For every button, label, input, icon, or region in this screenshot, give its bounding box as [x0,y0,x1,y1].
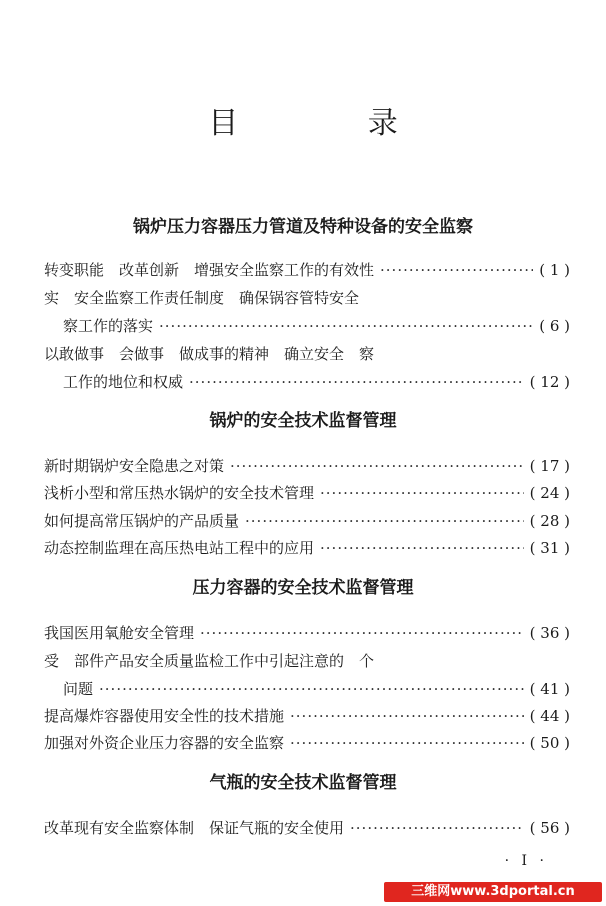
entry-title: 改革现有安全监察体制 保证气瓶的安全使用 [44,819,345,837]
page-number: ( 44 ) [529,707,570,725]
entry-title: 受 部件产品安全质量监检工作中引起注意的 个 [44,652,375,670]
page-number: ( 36 ) [529,624,570,642]
toc-entry[interactable] [44,259,570,287]
dot-leader [290,705,524,727]
page-number: ( 17 ) [529,457,570,475]
toc-entry[interactable] [44,455,570,483]
page-title: 目 录 [208,106,458,141]
entry-title: 如何提高常压锅炉的产品质量 [44,512,240,530]
entry-title-continued: 问题 [63,680,94,698]
page-number: ( 31 ) [529,539,570,557]
toc-entry[interactable] [44,287,570,343]
entry-title-continued: 察工作的落实 [63,317,154,335]
entry-title: 实 安全监察工作责任制度 确保锅容管特安全 [44,289,360,307]
dot-leader [230,455,524,477]
page-number: ( 41 ) [529,680,570,698]
entry-title: 加强对外资企业压力容器的安全监察 [44,734,285,752]
entry-title: 我国医用氧舱安全管理 [44,624,195,642]
section-heading: 气瓶的安全技术监督管理 [209,773,397,793]
toc-entry[interactable] [44,343,570,399]
toc-entry[interactable] [44,817,570,845]
page-number: ( 24 ) [529,484,570,502]
dot-leader [200,622,524,644]
toc-entry[interactable] [44,537,570,565]
entry-title: 提高爆炸容器使用安全性的技术措施 [44,707,285,725]
page-number: ( 50 ) [529,734,570,752]
section-heading: 压力容器的安全技术监督管理 [192,578,414,598]
page-number: ( 28 ) [529,512,570,530]
dot-leader [99,678,524,700]
page-number: ( 6 ) [539,317,570,335]
page-number: ( 1 ) [539,261,570,279]
toc-entry[interactable] [44,732,570,760]
page-number: ( 12 ) [529,373,570,391]
section-heading: 锅炉的安全技术监督管理 [209,411,397,431]
dot-leader [380,259,533,281]
dot-leader [245,510,524,532]
page-number: ( 56 ) [529,819,570,837]
entry-title: 新时期锅炉安全隐患之对策 [44,457,225,475]
toc-entry[interactable] [44,650,570,706]
dot-leader [320,482,524,504]
site-watermark: 三维网www.3dportal.cn [384,882,602,902]
dot-leader [189,371,524,393]
entry-title: 动态控制监理在高压热电站工程中的应用 [44,539,315,557]
toc-entry[interactable] [44,482,570,510]
entry-title: 浅析小型和常压热水锅炉的安全技术管理 [44,484,315,502]
dot-leader [320,537,524,559]
entry-title: 以敢做事 会做事 做成事的精神 确立安全 察 [44,345,375,363]
section-heading: 锅炉压力容器压力管道及特种设备的安全监察 [133,217,473,237]
page-folio: · I · [504,853,548,869]
dot-leader [159,315,533,337]
entry-title: 转变职能 改革创新 增强安全监察工作的有效性 [44,261,375,279]
dot-leader [290,732,524,754]
toc-entry[interactable] [44,705,570,733]
toc-entry[interactable] [44,510,570,538]
dot-leader [350,817,524,839]
entry-title-continued: 工作的地位和权威 [63,373,184,391]
toc-entry[interactable] [44,622,570,650]
